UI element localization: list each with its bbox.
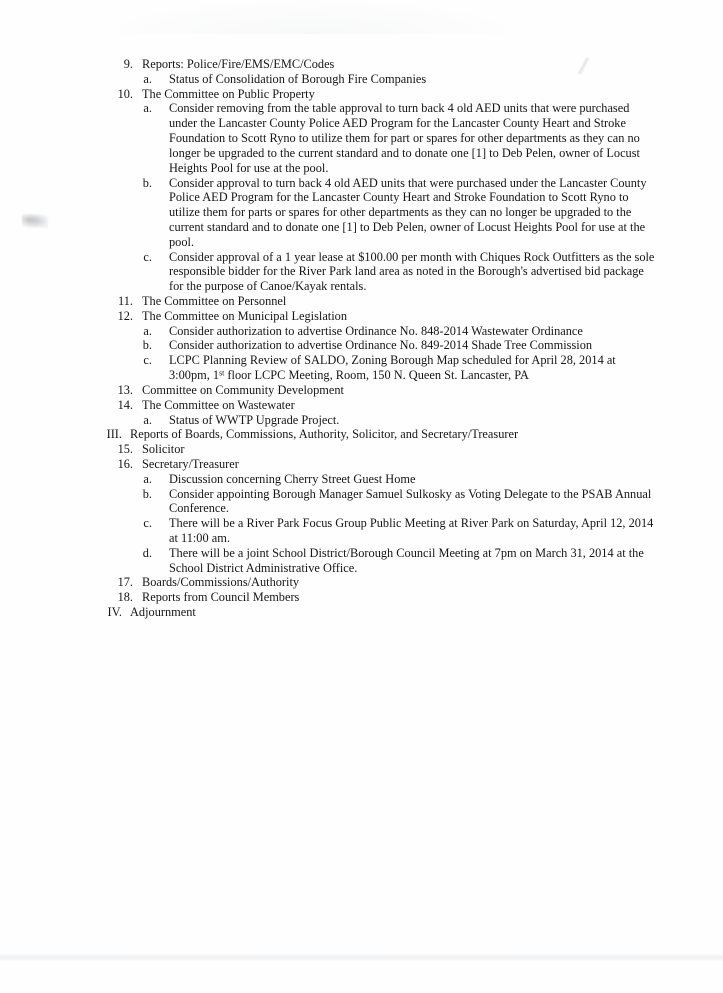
- agenda-item: [0, 413, 723, 428]
- agenda-item-text: Adjournment: [130, 605, 196, 620]
- agenda-item: [0, 546, 723, 576]
- agenda-item-text: The Committee on Municipal Legislation: [142, 308, 348, 323]
- agenda-item-marker: a.: [143, 471, 152, 486]
- agenda-item-marker: 16.: [117, 456, 133, 471]
- agenda-item: [0, 250, 723, 294]
- agenda-item-text: Reports from Council Members: [142, 590, 300, 605]
- agenda-item-marker: c.: [143, 353, 152, 368]
- agenda-item-text: Solicitor: [142, 442, 185, 457]
- agenda-item-text-after-superscript: floor LCPC Meeting, Room, 150 N. Queen St. Lancaster, PA: [224, 368, 529, 383]
- agenda-item-marker: 10.: [117, 86, 133, 101]
- ordinal-superscript: st: [219, 368, 225, 378]
- agenda-item-marker: 9.: [123, 57, 133, 71]
- agenda-item: [0, 57, 723, 72]
- agenda-item-text: Status of Consolidation of Borough Fire Companies: [169, 71, 427, 86]
- agenda-item-marker: b.: [142, 486, 152, 501]
- agenda-item-text: The Committee on Wastewater: [142, 397, 295, 412]
- agenda-item-text: Consider removing from the table approval to turn back 4 old AED units that were purchased under the Lancaster County Police AED Program for the Lancaster County Heart and Stroke Foundation to Scott Ryno to utilize them for part or spares for other departments as they can no longer be upgraded to the current standard and to donate one [1] to Deb Pelen, owner of Locust Heights Pool for use at the pool.: [169, 101, 640, 175]
- agenda-item-marker: a.: [143, 71, 152, 86]
- agenda-item-marker: b.: [142, 338, 152, 353]
- agenda-item-text: Committee on Community Development: [142, 382, 344, 397]
- agenda-item-marker: 11.: [118, 294, 133, 308]
- agenda-item-marker: III.: [106, 427, 122, 442]
- agenda-item: [0, 442, 723, 457]
- agenda-item: [0, 487, 723, 517]
- page-edge-shadow: [0, 953, 723, 961]
- agenda-item-text: The Committee on Personnel: [142, 294, 287, 308]
- agenda-item: [0, 605, 723, 620]
- agenda-item: [0, 294, 723, 309]
- agenda-item: [0, 87, 723, 102]
- agenda-item: [0, 590, 723, 605]
- agenda-item: [0, 575, 723, 590]
- agenda-item-text: There will be a River Park Focus Group Public Meeting at River Park on Saturday, April 12, 2014 at 11:00 am.: [169, 516, 654, 545]
- agenda-item-text: There will be a joint School District/Borough Council Meeting at 7pm on March 31, 2014 at the School District Administrative Office.: [169, 545, 644, 575]
- agenda-item-marker: 18.: [117, 590, 133, 605]
- agenda-item-text: Consider appointing Borough Manager Samuel Sulkosky as Voting Delegate to the PSAB Annual Conference.: [169, 486, 652, 516]
- agenda-item: [0, 309, 723, 324]
- agenda-item: [0, 353, 723, 383]
- agenda-item-marker: a.: [143, 412, 152, 427]
- agenda-item: [0, 472, 723, 487]
- agenda-item-marker: IV.: [107, 605, 122, 620]
- agenda-item: [0, 383, 723, 398]
- agenda-item-text: The Committee on Public Property: [142, 86, 315, 101]
- agenda-item-marker: 17.: [117, 575, 133, 590]
- agenda-item: [0, 72, 723, 87]
- agenda-item-text: Reports of Boards, Commissions, Authority, Solicitor, and Secretary/Treasurer: [130, 427, 519, 442]
- agenda-item-text: Consider approval to turn back 4 old AED units that were purchased under the Lancaster County Police AED Program for the Lancaster County Heart and Stroke Foundation to Scott Ryno to utilize them for parts or spares for other departments as they can no longer be upgraded to the current standard and to donate one [1] to Deb Pelen, owner of Locust Heights Pool for use at the pool.: [169, 175, 647, 249]
- agenda-item-marker: a.: [143, 323, 152, 338]
- agenda-item: [0, 324, 723, 339]
- agenda-item: [0, 457, 723, 472]
- agenda-item: [0, 338, 723, 353]
- agenda-item: [0, 516, 723, 546]
- agenda-item-text: Consider approval of a 1 year lease at $100.00 per month with Chiques Rock Outfitters as the sole responsible bidder for the River Park land area as noted in the Borough's advertised bid package for the purpose of Canoe/Kayak rentals.: [169, 249, 655, 294]
- agenda-item-text: Secretary/Treasurer: [142, 456, 239, 471]
- agenda-item-text: Status of WWTP Upgrade Project.: [169, 412, 340, 427]
- agenda-item-marker: 13.: [117, 382, 133, 397]
- agenda-item: [0, 427, 723, 442]
- agenda-item-marker: b.: [142, 175, 152, 190]
- agenda-item-text: Consider authorization to advertise Ordinance No. 848-2014 Wastewater Ordinance: [169, 323, 583, 338]
- agenda-item-text-before-superscript: LCPC Planning Review of SALDO, Zoning Borough Map scheduled for April 28, 2014 at 3:00pm, 1: [169, 353, 616, 383]
- agenda-item-text: Discussion concerning Cherry Street Guest Home: [169, 471, 416, 486]
- agenda-item-text: Consider authorization to advertise Ordinance No. 849-2014 Shade Tree Commission: [169, 338, 593, 353]
- agenda-item-text: Boards/Commissions/Authority: [142, 575, 300, 590]
- agenda-item-marker: 15.: [117, 442, 133, 457]
- agenda-item: [0, 101, 723, 175]
- agenda-item: [0, 398, 723, 413]
- agenda-item-marker: c.: [143, 249, 152, 264]
- agenda-item: [0, 176, 723, 250]
- agenda-item-marker: c.: [143, 516, 152, 531]
- agenda-item-marker: d.: [142, 545, 152, 560]
- agenda-item-marker: 12.: [117, 308, 133, 323]
- agenda-item-text: Reports: Police/Fire/EMS/EMC/Codes: [142, 57, 335, 71]
- agenda-item-marker: 14.: [117, 397, 133, 412]
- agenda-item-text: [169, 353, 657, 383]
- agenda-item-marker: a.: [143, 101, 152, 116]
